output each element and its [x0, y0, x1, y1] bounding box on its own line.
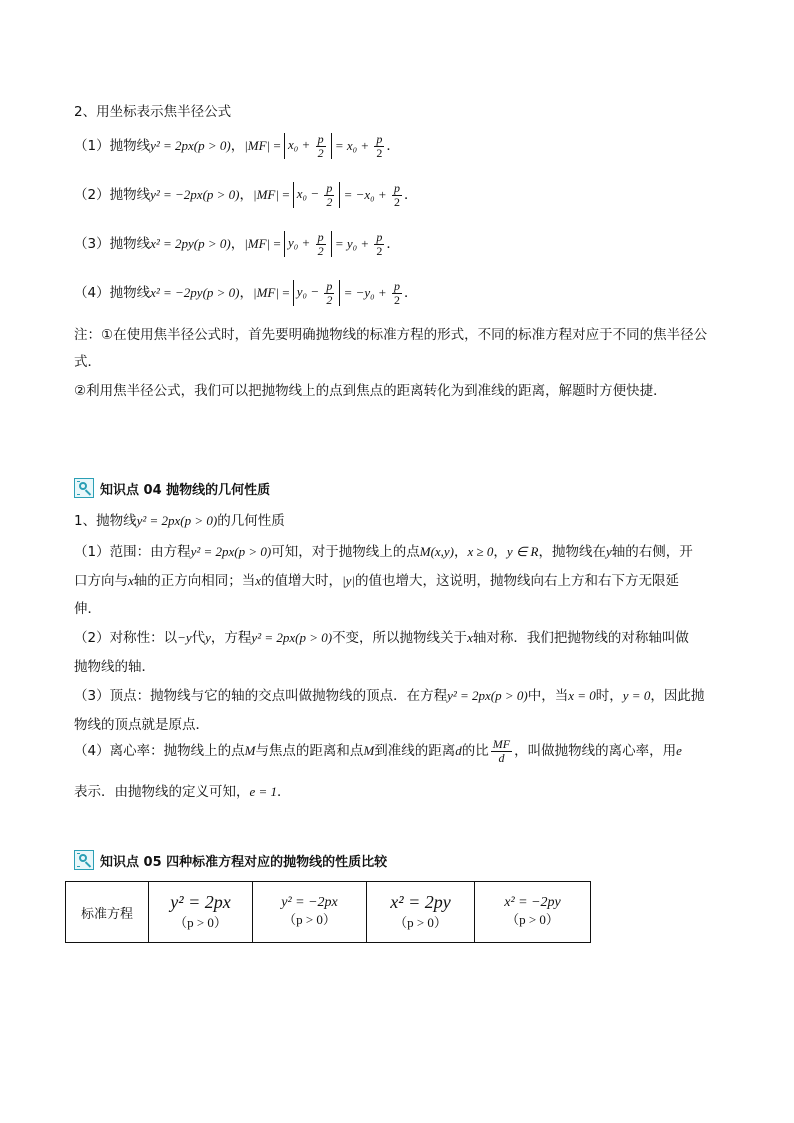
table-cell: x² = 2py （p > 0） [367, 882, 475, 943]
kp05-header [74, 850, 387, 870]
range-line-1: （1）范围：由方程y² = 2px(p > 0)可知，对于抛物线上的点M(x,y)，x ≥ 0，y ∈ R，抛物线在y轴的右侧，开 [74, 544, 693, 560]
magnifier-doc-icon [74, 850, 94, 870]
table-row [66, 882, 591, 943]
range-line-2: 口方向与x轴的正方向相同；当x的值增大时，|y|的值也增大，这说明，抛物线向右上方和右下方无限延 [74, 573, 679, 589]
comparison-table [65, 881, 591, 943]
symmetry-line-1: （2）对称性：以−y代y，方程y² = 2px(p > 0)不变，所以抛物线关于x轴对称．我们把抛物线的对称轴叫做 [74, 630, 689, 646]
vertex-line-2: 物线的顶点就是原点． [74, 717, 209, 733]
kp04-header [74, 478, 270, 498]
symmetry-line-2: 抛物线的轴． [74, 659, 155, 675]
eccentricity-line-1: （4）离心率：抛物线上的点M与焦点的距离和点M到准线的距离d的比 $\frac{MF}{d}$ ，叫做抛物线的离心率，用e [74, 737, 682, 765]
table-cell: y² = −2px （p > 0） [253, 882, 367, 943]
table-cell: x² = −2py （p > 0） [475, 882, 591, 943]
formula-line-1: （1）抛物线y² = 2px(p > 0)，|MF| = x₀ + $\frac{p}{2}$ = x₀ + $\frac{p}{2}$ ． [74, 132, 400, 160]
range-line-3: 伸． [74, 601, 101, 617]
note-1-cont: 式． [74, 354, 101, 370]
vertex-line-1: （3）顶点：抛物线与它的轴的交点叫做抛物线的顶点．在方程y² = 2px(p > 0)中，当x = 0时，y = 0，因此抛 [74, 688, 705, 704]
note-2: ②利用焦半径公式，我们可以把抛物线上的点到焦点的距离转化为到准线的距离，解题时方便快捷． [74, 383, 667, 399]
eccentricity-line-2: 表示．由抛物线的定义可知，e = 1． [74, 784, 291, 800]
formula-line-2: （2）抛物线y² = −2px(p > 0)，|MF| = x₀ − $\frac{p}{2}$ = −x₀ + $\frac{p}{2}$ ． [74, 181, 418, 209]
kp05-title: 知识点 05 四种标准方程对应的抛物线的性质比较 [100, 854, 388, 870]
formula-line-3: （3）抛物线x² = 2py(p > 0)，|MF| = y₀ + $\frac{p}{2}$ = y₀ + $\frac{p}{2}$ ． [74, 230, 400, 258]
kp04-subheading: 1、抛物线y² = 2px(p > 0)的几何性质 [74, 513, 285, 529]
kp04-title: 知识点 04 抛物线的几何性质 [100, 482, 271, 498]
section-heading: 2、用坐标表示焦半径公式 [74, 104, 232, 120]
formula-line-4: （4）抛物线x² = −2py(p > 0)，|MF| = y₀ − $\frac{p}{2}$ = −y₀ + $\frac{p}{2}$ ． [74, 279, 418, 307]
row-label: 标准方程 [66, 882, 149, 943]
table-cell: y² = 2px （p > 0） [149, 882, 253, 943]
note-1: 注：①在使用焦半径公式时，首先要明确抛物线的标准方程的形式，不同的标准方程对应于不同的焦半径公 [74, 327, 708, 343]
magnifier-doc-icon [74, 478, 94, 498]
